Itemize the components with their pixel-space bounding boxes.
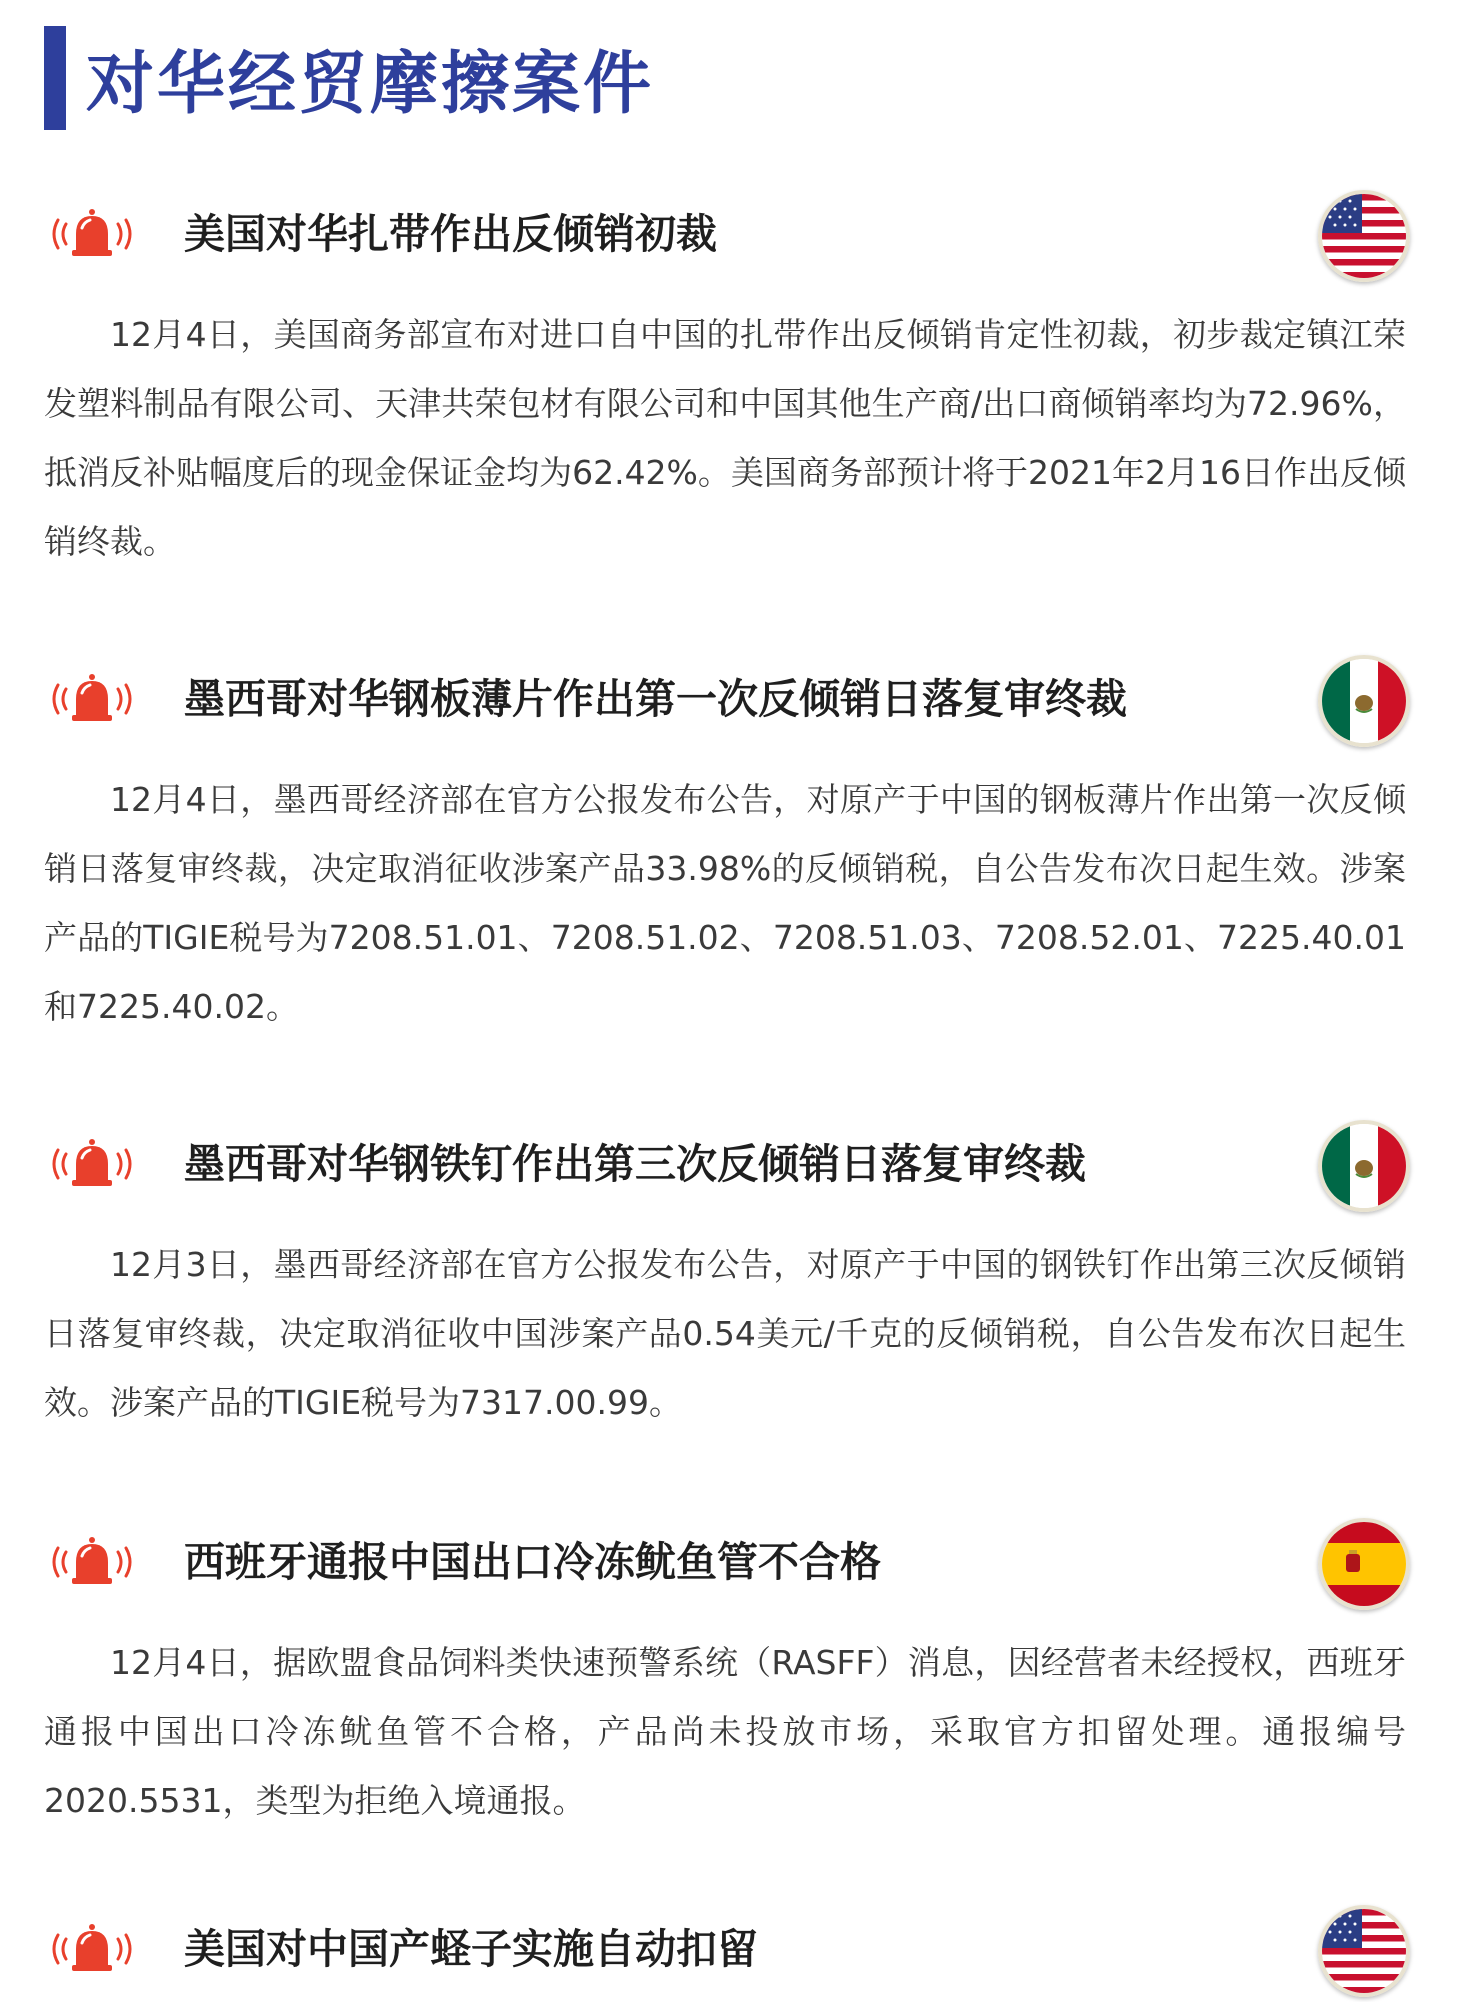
alarm-bell-icon	[44, 1532, 140, 1592]
mexico-flag-icon	[1318, 1120, 1410, 1212]
alarm-bell-icon	[44, 669, 140, 729]
case-title: 美国对中国产蛏子实施自动扣留	[184, 1925, 758, 1973]
mexico-flag-icon	[1318, 655, 1410, 747]
case-header	[0, 1905, 1475, 1995]
alarm-bell-icon	[44, 1919, 140, 1979]
case-body: 12月3日，墨西哥经济部在官方公报发布公告，对原产于中国的钢铁钉作出第三次反倾销日落复审终裁，决定取消征收中国涉案产品0.54美元/千克的反倾销税，自公告发布次日起生效。涉案产品的TIGIE税号为7317.00.99。	[44, 1245, 1406, 1422]
case-header	[0, 190, 1475, 280]
case-title: 西班牙通报中国出口冷冻鱿鱼管不合格	[184, 1538, 881, 1586]
case-header	[0, 1518, 1475, 1608]
case-body: 12月4日，据欧盟食品饲料类快速预警系统（RASFF）消息，因经营者未经授权，西班牙通报中国出口冷冻鱿鱼管不合格，产品尚未投放市场，采取官方扣留处理。通报编号2020.5531，类型为拒绝入境通报。	[44, 1643, 1406, 1820]
spain-flag-icon	[1318, 1518, 1410, 1610]
section-header	[44, 26, 654, 130]
case-body: 12月4日，美国商务部宣布对进口自中国的扎带作出反倾销肯定性初裁，初步裁定镇江荣发塑料制品有限公司、天津共荣包材有限公司和中国其他生产商/出口商倾销率均为72.96%，抵消反补贴幅度后的现金保证金均为62.42%。美国商务部预计将于2021年2月16日作出反倾销终裁。	[44, 315, 1406, 561]
usa-flag-icon	[1318, 1905, 1410, 1997]
usa-flag-icon	[1318, 190, 1410, 282]
case-header	[0, 1120, 1475, 1210]
case-title: 墨西哥对华钢板薄片作出第一次反倾销日落复审终裁	[184, 675, 1127, 723]
case-title: 墨西哥对华钢铁钉作出第三次反倾销日落复审终裁	[184, 1140, 1086, 1188]
alarm-bell-icon	[44, 1134, 140, 1194]
case-title: 美国对华扎带作出反倾销初裁	[184, 210, 717, 258]
section-accent-bar	[44, 26, 66, 130]
section-title: 对华经贸摩擦案件	[86, 44, 655, 124]
alarm-bell-icon	[44, 204, 140, 264]
case-header	[0, 655, 1475, 745]
case-body: 12月4日，墨西哥经济部在官方公报发布公告，对原产于中国的钢板薄片作出第一次反倾销日落复审终裁，决定取消征收涉案产品33.98%的反倾销税，自公告发布次日起生效。涉案产品的TIGIE税号为7208.51.01、7208.51.02、7208.51.03、7208.52.01、7225.40.01和7225.40.02。	[44, 780, 1406, 1026]
